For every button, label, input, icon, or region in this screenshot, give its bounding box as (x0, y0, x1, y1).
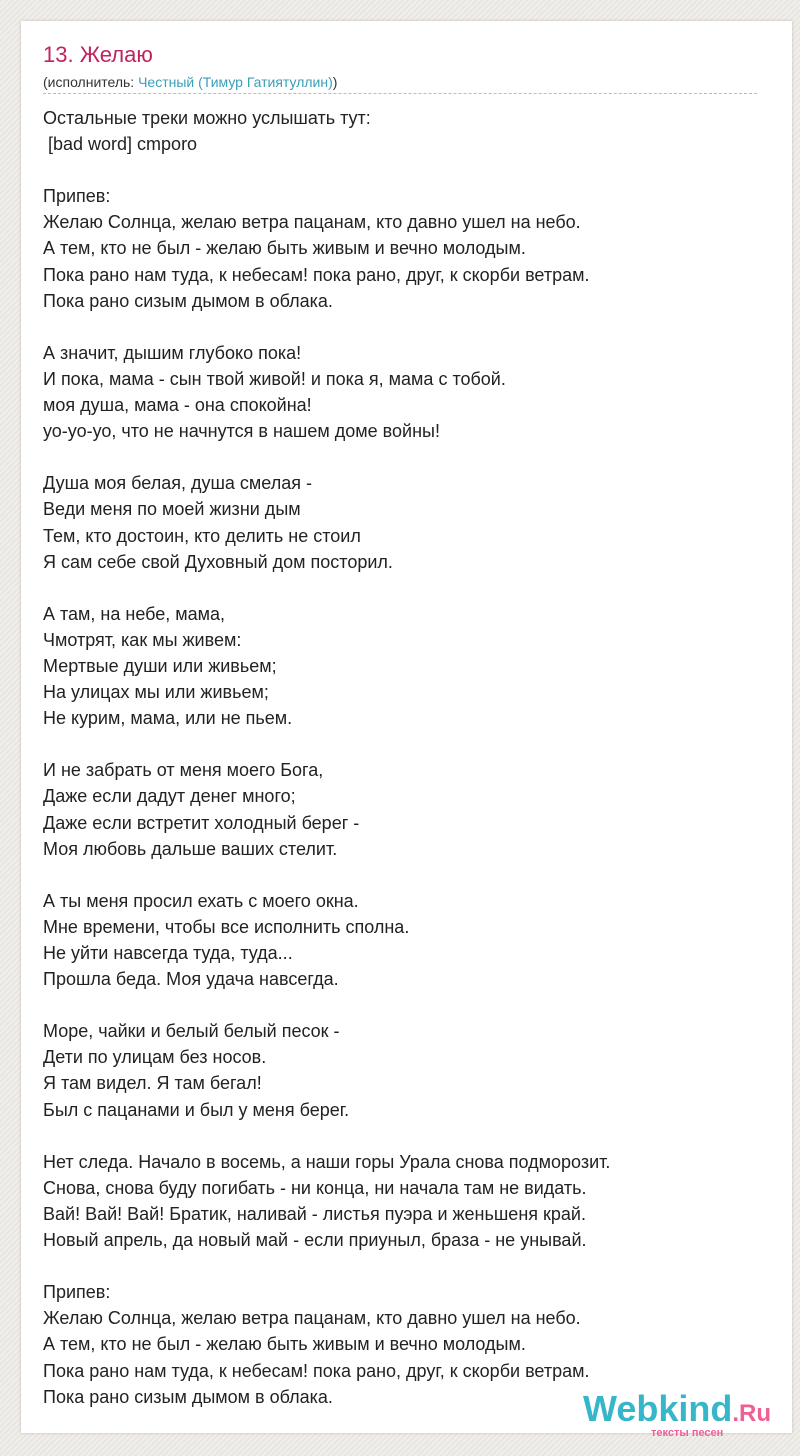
lyric-line: [bad word] cmporo (43, 134, 198, 155)
artist-prefix: (исполнитель: (43, 74, 139, 90)
stanza-break (43, 314, 763, 340)
lyric-line: Снова, снова буду погибать - ни конца, ни начала там не видать. (43, 1177, 587, 1198)
lyric-line: моя душа, мама - она спокойна! (43, 395, 312, 416)
lyric-line: Прошла беда. Моя удача навсегда. (43, 969, 339, 990)
lyric-line: Нет следа. Начало в восемь, а наши горы Урала снова подморозит. (43, 1151, 611, 1172)
lyric-line: Я там видел. Я там бегал! (43, 1073, 262, 1094)
lyric-line: Не курим, мама, или не пьем. (43, 708, 293, 729)
lyric-line: Мертвые души или живьем; (43, 655, 277, 676)
logo-tagline: тексты песен (651, 1427, 724, 1439)
stanza-break (43, 444, 763, 470)
lyric-line: И не забрать от меня моего Бога, (43, 760, 324, 781)
lyrics-text (43, 105, 763, 1410)
lyric-line: Моя любовь дальше ваших стелит. (43, 838, 338, 859)
lyric-line: Пока рано нам туда, к небесам! пока рано, друг, к скорби ветрам. (43, 264, 590, 285)
lyric-line: уо-уо-уо, что не начнутся в нашем доме войны! (43, 421, 440, 442)
artist-link[interactable]: Честный (Тимур Гатиятуллин) (138, 74, 333, 90)
lyric-line: Тем, кто достоин, кто делить не стоил (43, 525, 361, 546)
lyric-line: Припев: (43, 1282, 111, 1303)
lyric-line: Даже если дадут денег много; (43, 786, 296, 807)
lyric-line: И пока, мама - сын твой живой! и пока я, мама с тобой. (43, 368, 506, 389)
lyric-line: Не уйти навсегда туда, туда... (43, 943, 293, 963)
stanza-break (43, 575, 763, 601)
lyric-line: Даже если встретит холодный берег - (43, 812, 360, 833)
lyric-line: Веди меня по моей жизни дым (43, 499, 301, 520)
stanza-break (43, 1253, 763, 1279)
lyric-line: Море, чайки и белый белый песок - (43, 1021, 340, 1042)
lyric-line: Желаю Солнца, желаю ветра пацанам, кто давно ушел на небо. (43, 1308, 581, 1329)
lyric-line: Остальные треки можно услышать тут: (43, 108, 371, 128)
lyric-line: Душа моя белая, душа смелая - (43, 473, 312, 494)
lyric-line: Был с пацанами и был у меня берег. (43, 1099, 350, 1120)
lyric-line: А ты меня просил ехать с моего окна. (43, 890, 359, 911)
stanza-break (43, 1123, 763, 1149)
lyric-line: Пока рано нам туда, к небесам! пока рано, друг, к скорби ветрам. (43, 1360, 590, 1381)
lyric-line: Вай! Вай! Вай! Братик, наливай - листья пуэра и женьшеня край. (43, 1203, 586, 1224)
lyric-line: Дети по улицам без носов. (43, 1047, 267, 1068)
lyrics-card (21, 21, 792, 1439)
header-divider (43, 93, 757, 94)
logo-name: Webkind (583, 1388, 733, 1429)
lyric-line: Пока рано сизым дымом в облака. (43, 290, 333, 311)
artist-line (43, 72, 337, 92)
lyric-line: А значит, дышим глубоко пока! (43, 342, 302, 363)
lyric-line: Новый апрель, да новый май - если приуныл, браза - не унывай. (43, 1230, 587, 1251)
lyric-line: Пока рано сизым дымом в облака. (43, 1386, 333, 1407)
stanza-break (43, 862, 763, 888)
lyric-line: Припев: (43, 186, 111, 207)
stanza-break (43, 992, 763, 1018)
site-logo[interactable] (583, 1388, 783, 1439)
lyric-line: А тем, кто не был - желаю быть живым и вечно молодым. (43, 238, 526, 259)
logo-tld: .Ru (732, 1400, 772, 1427)
artist-suffix: ) (332, 74, 338, 90)
lyric-line: Желаю Солнца, желаю ветра пацанам, кто давно ушел на небо. (43, 212, 581, 233)
stanza-break (43, 731, 763, 757)
stanza-break (43, 157, 763, 183)
song-title: 13. Желаю (43, 42, 153, 67)
lyric-line: Я сам себе свой Духовный дом посторил. (43, 551, 393, 572)
lyric-line: А тем, кто не был - желаю быть живым и вечно молодым. (43, 1334, 526, 1355)
lyric-line: А там, на небе, мама, (43, 603, 226, 624)
lyric-line: Чмотрят, как мы живем: (43, 629, 242, 650)
lyric-line: На улицах мы или живьем; (43, 682, 269, 703)
lyric-line: Мне времени, чтобы все исполнить сполна. (43, 916, 410, 937)
